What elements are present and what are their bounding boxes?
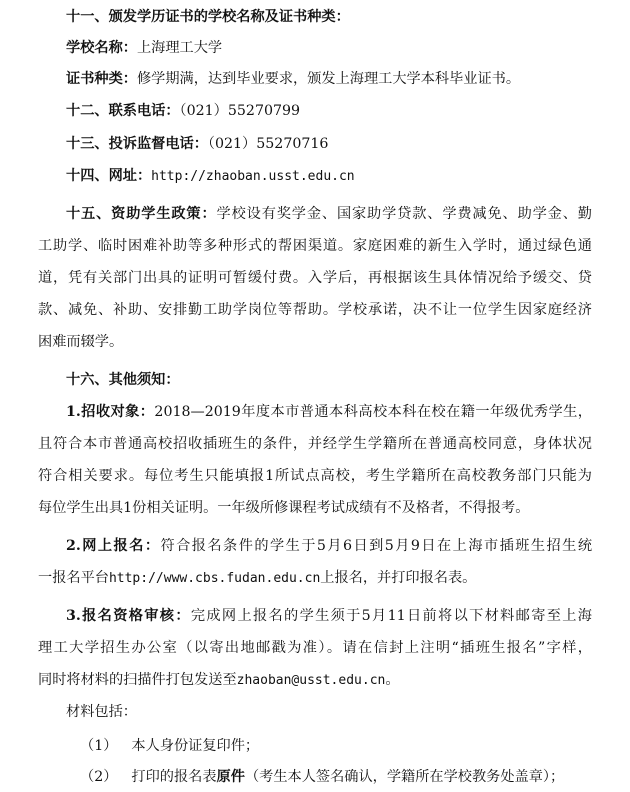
school-name-value: 上海理工大学	[136, 40, 223, 56]
material-2-text: 打印的报名表	[131, 769, 217, 785]
item-3-line-2: 理工大学招生办公室（以寄出地邮戳为准）。请在信封上注明“插班生报名”字样，	[38, 640, 592, 656]
material-1-text: 本人身份证复印件；	[131, 738, 260, 754]
item-1-line-2: 且符合本市普通高校招收插班生的条件，并经学生学籍所在普通高校同意，身体状况	[38, 436, 592, 452]
certificate-type-label: 证书种类：	[66, 71, 137, 87]
item-2-line-1	[66, 536, 592, 556]
website-link[interactable]: http://zhaoban.usst.edu.cn	[151, 169, 355, 184]
item-1-line-3: 符合相关要求。每位考生只能填报1所试点高校，考生学籍所在高校教务部门只能为	[38, 468, 592, 484]
material-item-2	[80, 767, 630, 787]
item-3-label: 3.报名资格审核：	[66, 608, 191, 624]
item-3-text-1: 完成网上报名的学生须于5月11日前将以下材料邮寄至上海	[190, 608, 592, 624]
item-1-line-1	[66, 402, 592, 422]
item-1-line-4: 每位学生出具1份相关证明。一年级所修课程考试成绩有不及格者，不得报考。	[38, 500, 530, 516]
section-14-website	[66, 166, 630, 187]
item-2-line-2: 一报名平台http://www.cbs.fudan.edu.cn上报名，并打印报名表。	[38, 570, 477, 586]
section-15-label: 十五、资助学生政策：	[66, 206, 217, 222]
item-3-line-3: 同时将材料的扫描件打包发送至zhaoban@usst.edu.cn。	[38, 672, 400, 688]
item-1-text-1: 2018—2019年度本市普通本科高校本科在校在籍一年级优秀学生，	[154, 404, 592, 420]
registration-platform-link[interactable]: http://www.cbs.fudan.edu.cn	[108, 571, 321, 586]
certificate-type-line	[66, 69, 630, 89]
section-15-line-2: 工助学、临时困难补助等多种形式的帮困渠道。家庭困难的新生入学时，通过绿色通	[38, 238, 592, 254]
contact-phone: （021）55270799	[179, 103, 301, 119]
complaint-phone: （021）55270716	[207, 136, 329, 152]
email-link[interactable]: zhaoban@usst.edu.cn	[236, 673, 386, 688]
material-2-number: （2）	[80, 769, 118, 785]
section-12-label: 十二、联系电话：	[66, 103, 180, 119]
school-name-label: 学校名称：	[66, 40, 137, 56]
section-13-complaint-phone	[66, 134, 630, 154]
section-15-line-5: 困难而辍学。	[38, 334, 124, 350]
section-11-heading: 十一、颁发学历证书的学校名称及证书种类：	[66, 9, 350, 25]
item-2-label: 2.网上报名：	[66, 538, 161, 554]
section-15-line-3: 道，凭有关部门出具的证明可暂缓付费。入学后，再根据该生具体情况给予缓交、贷	[38, 270, 592, 286]
section-14-label: 十四、网址：	[66, 168, 152, 184]
section-16-heading: 十六、其他须知：	[66, 372, 180, 388]
section-15-text-1: 学校设有奖学金、国家助学贷款、学费减免、助学金、勤	[216, 206, 592, 222]
materials-label: 材料包括：	[66, 704, 137, 720]
section-15-line-1	[66, 204, 592, 224]
section-12-phone	[66, 101, 630, 121]
item-2-text-1: 符合报名条件的学生于5月6日到5月9日在上海市插班生招生统	[160, 538, 593, 554]
item-1-label: 1.招收对象：	[66, 404, 155, 420]
section-13-label: 十三、投诉监督电话：	[66, 136, 208, 152]
material-1-number: （1）	[80, 738, 118, 754]
material-2-bold: 原件	[216, 769, 245, 785]
material-item-1	[80, 736, 630, 756]
material-2-rest: （考生本人签名确认，学籍所在学校教务处盖章）；	[244, 769, 565, 785]
school-name-line	[66, 38, 630, 58]
section-15-line-4: 款、减免、补助、安排勤工助学岗位等帮助。学校承诺，决不让一位学生因家庭经济	[38, 302, 592, 318]
certificate-type-value: 修学期满，达到毕业要求，颁发上海理工大学本科毕业证书。	[136, 71, 521, 87]
item-3-line-1	[66, 606, 592, 626]
